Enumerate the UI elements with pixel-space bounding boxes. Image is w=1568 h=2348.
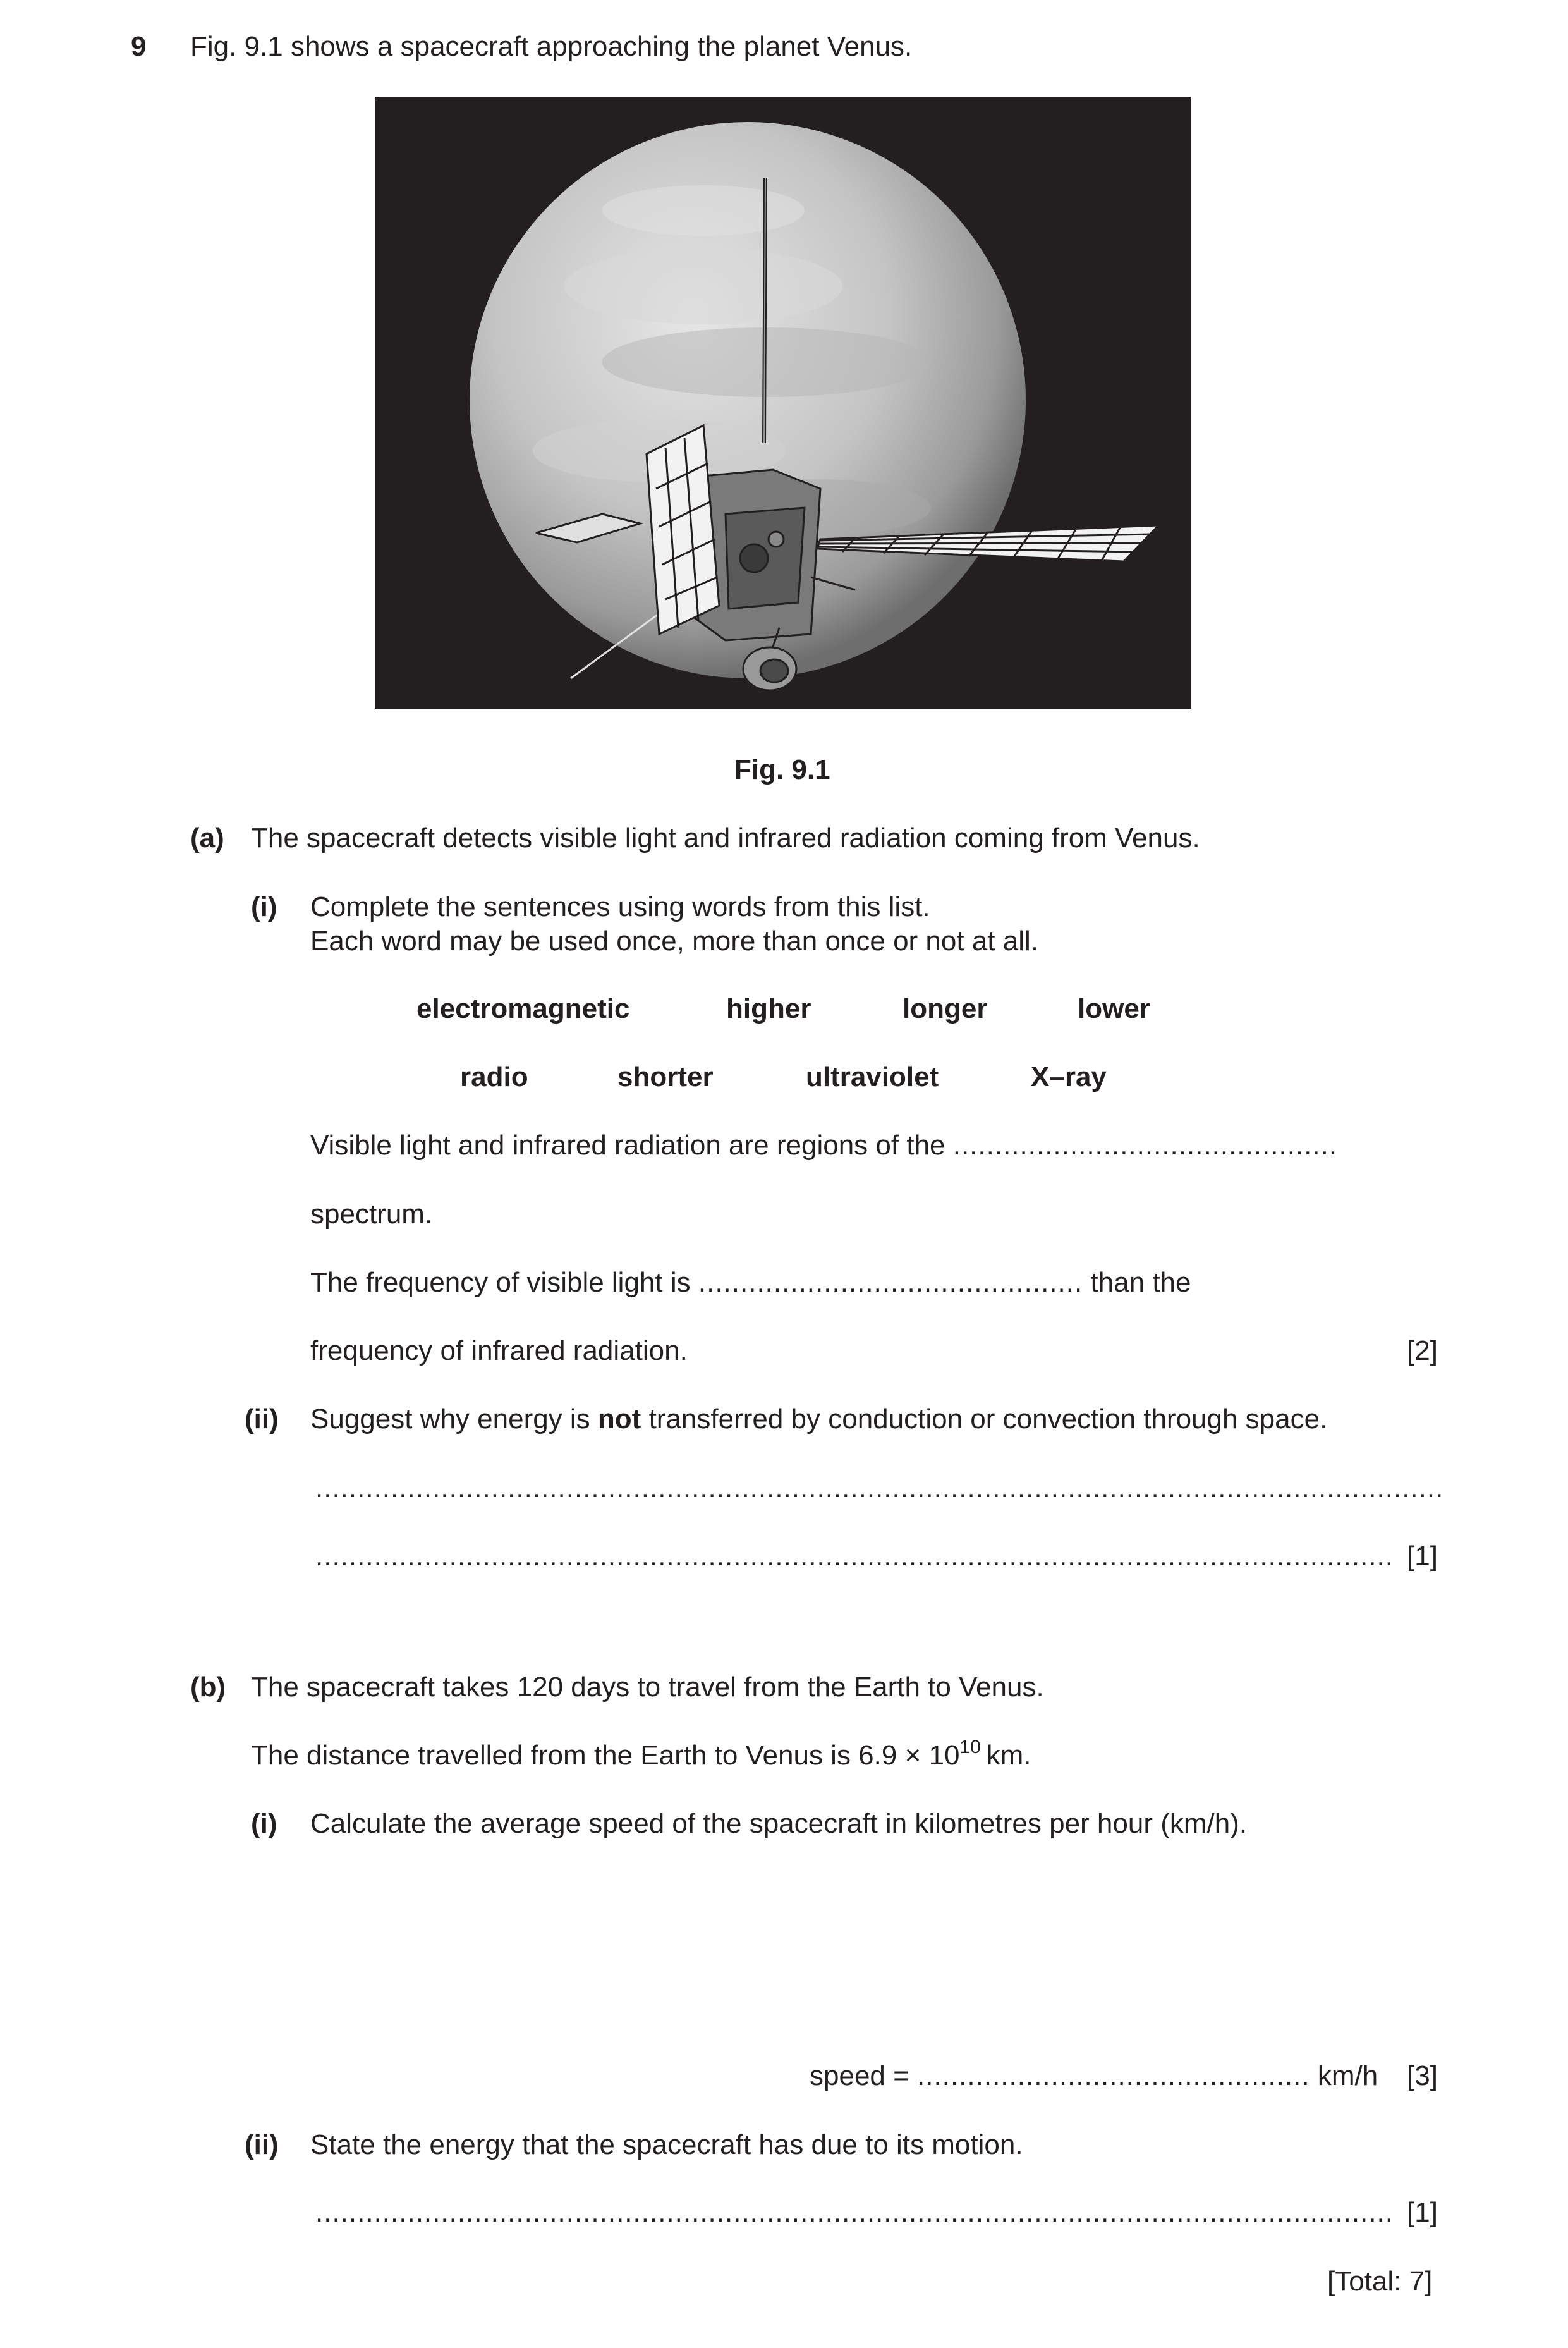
part-b-distance: [251, 1739, 1031, 1773]
total-marks: [Total: 7]: [1327, 2266, 1433, 2297]
word-list-item: electromagnetic: [416, 993, 630, 1024]
sentence-2-mid: than the: [1090, 1267, 1191, 1298]
part-b-distance-text: The distance travelled from the Earth to Venus is 6.9 × 10: [251, 1740, 960, 1771]
part-a-i-line1: Complete the sentences using words from this list.: [310, 891, 930, 922]
part-a-i-label: (i): [251, 891, 277, 922]
marks-a-ii: [1]: [1407, 1541, 1438, 1572]
part-b-distance-unit: km.: [986, 1740, 1031, 1771]
speed-answer-row: [810, 2060, 1378, 2093]
question-number: 9: [131, 31, 147, 62]
marks-b-i: [3]: [1407, 2060, 1438, 2091]
sentence-1-answer-blank[interactable]: ..............................................: [952, 1130, 1338, 1161]
speed-label: speed =: [810, 2060, 909, 2091]
sentence-1-before: Visible light and infrared radiation are regions of the: [310, 1130, 945, 1161]
word-list-item: lower: [1078, 993, 1150, 1024]
sentence-2-answer-blank[interactable]: ..............................................: [698, 1267, 1083, 1298]
sentence-2-text: [310, 1266, 1191, 1300]
part-b-i-question: Calculate the average speed of the spacecraft in kilometres per hour (km/h).: [310, 1808, 1248, 1839]
sentence-1-text: [310, 1129, 1337, 1163]
part-b-distance-exponent: 10: [959, 1737, 981, 1758]
part-b-stem: The spacecraft takes 120 days to travel from the Earth to Venus.: [251, 1672, 1044, 1703]
word-list-item: longer: [903, 993, 988, 1024]
part-a-ii-question-after: transferred by conduction or convection through space.: [648, 1403, 1328, 1434]
marks-b-ii: [1]: [1407, 2197, 1438, 2228]
part-b-i-label: (i): [251, 1808, 277, 1839]
part-a-ii-question: [310, 1403, 1327, 1436]
sentence-1-end: spectrum.: [310, 1199, 433, 1230]
marks-a-i: [2]: [1407, 1335, 1438, 1366]
part-a-ii-label: (ii): [245, 1403, 279, 1434]
part-a-stem: The spacecraft detects visible light and infrared radiation coming from Venus.: [251, 822, 1200, 853]
question-intro: Fig. 9.1 shows a spacecraft approaching the planet Venus.: [190, 31, 913, 62]
speed-answer-blank[interactable]: ...............................................: [917, 2060, 1310, 2091]
part-a-i-line2: Each word may be used once, more than once or not at all.: [310, 926, 1038, 957]
part-b-ii-label: (ii): [245, 2129, 279, 2160]
venus-spacecraft-figure: [375, 97, 1191, 709]
word-list-item: ultraviolet: [806, 1061, 939, 1092]
word-list-item: radio: [460, 1061, 528, 1092]
part-a-label: (a): [190, 822, 224, 853]
word-list-item: shorter: [617, 1061, 714, 1092]
answer-line[interactable]: .................................................................................................................................: [315, 1541, 1394, 1572]
word-list-item: X–ray: [1031, 1061, 1107, 1092]
part-a-ii-question-emphasis: not: [597, 1403, 641, 1434]
sentence-2-before: The frequency of visible light is: [310, 1267, 691, 1298]
answer-line[interactable]: .......................................................................................................................................: [315, 1472, 1444, 1503]
answer-line[interactable]: .................................................................................................................................: [315, 2197, 1394, 2228]
speed-unit: km/h: [1317, 2060, 1378, 2091]
word-list-item: higher: [726, 993, 811, 1024]
figure-caption: Fig. 9.1: [734, 754, 830, 785]
part-a-ii-question-before: Suggest why energy is: [310, 1403, 590, 1434]
part-b-label: (b): [190, 1672, 226, 1703]
part-b-ii-question: State the energy that the spacecraft has due to its motion.: [310, 2129, 1023, 2160]
sentence-2-end: frequency of infrared radiation.: [310, 1335, 688, 1366]
